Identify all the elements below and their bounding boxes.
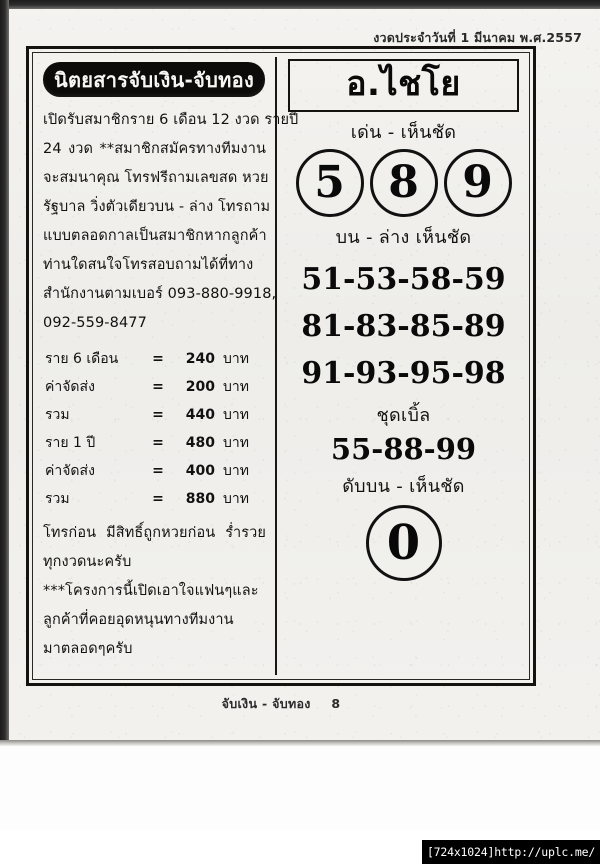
- price-unit: บาท: [223, 435, 249, 451]
- price-unit: บาท: [223, 491, 249, 507]
- price-unit: บาท: [223, 463, 249, 479]
- price-value: [175, 345, 259, 373]
- highlight-digit: 5: [296, 149, 364, 217]
- table-row: [45, 457, 259, 485]
- left-column: [33, 53, 299, 679]
- promo-line: รัฐบาล วิ่งตัวเดียวบน - ล่าง โทรถาม: [43, 199, 271, 215]
- price-unit: บาท: [223, 379, 249, 395]
- highlight-caption: เด่น - เห็นชัด: [350, 122, 457, 143]
- price-value: [175, 373, 259, 401]
- price-label: ค่าจัดส่ง: [45, 379, 95, 395]
- double-set-numbers: 55-88-99: [330, 432, 477, 466]
- magazine-title-banner: นิตยสารจับเงิน-จับทอง: [43, 62, 265, 97]
- number-row: 81-83-85-89: [301, 309, 506, 344]
- closing-line: ทุกงวดนะครับ: [43, 554, 132, 570]
- guru-name-box: [288, 59, 519, 112]
- table-row: [45, 485, 259, 513]
- promo-text-block: [43, 106, 299, 338]
- subscription-price-table: [45, 345, 259, 513]
- price-label: ค่าจัดส่ง: [45, 463, 95, 479]
- price-amount: 200: [185, 379, 215, 395]
- closing-line: ลูกค้าที่คอยอุดหนุนทางทีมงาน: [43, 612, 234, 628]
- promo-line-phone-1: สำนักงานตามเบอร์ 093-880-9918,: [43, 286, 277, 302]
- promo-line: เปิดรับสมาชิกราย 6 เดือน 12 งวด รายปี: [43, 112, 299, 128]
- price-unit: บาท: [223, 351, 249, 367]
- scan-edge-left: [0, 0, 9, 745]
- price-unit: บาท: [223, 407, 249, 423]
- right-column: [277, 53, 529, 679]
- promo-line-phone-2: 092-559-8477: [43, 315, 147, 331]
- advert-frame: [26, 46, 536, 686]
- promo-line: จะสมนาคุณ โทรฟรีถามเลขสด หวย: [43, 170, 269, 186]
- promo-line: แบบตลอดกาลเป็นสมาชิกหากลูกค้า: [43, 228, 267, 244]
- price-amount: 440: [185, 407, 215, 423]
- table-row: [45, 373, 259, 401]
- watermark-url: http://uplc.me/: [494, 845, 596, 859]
- price-amount: 240: [185, 351, 215, 367]
- price-amount: 880: [185, 491, 215, 507]
- kill-digit-caption: ดับบน - เห็นชัด: [342, 476, 465, 497]
- table-row: [45, 429, 259, 457]
- price-equals: =: [152, 407, 164, 423]
- closing-text-block: [43, 519, 266, 664]
- kill-digit: 0: [366, 505, 442, 581]
- price-equals: =: [152, 435, 164, 451]
- watermark-dimensions: [724x1024]: [426, 845, 495, 859]
- footer-publication: จับเงิน - จับทอง: [221, 696, 311, 711]
- number-row: 51-53-58-59: [301, 262, 506, 297]
- price-equals: =: [152, 463, 164, 479]
- table-row: [45, 401, 259, 429]
- price-amount: 400: [185, 463, 215, 479]
- price-label: รวม: [45, 407, 70, 423]
- price-value: [175, 429, 259, 457]
- footer-page-number: 8: [331, 696, 341, 711]
- price-value: [175, 457, 259, 485]
- guru-name: อ.ไชโย: [346, 64, 461, 104]
- price-label: ราย 1 ปี: [45, 435, 96, 451]
- scan-blank-area: [0, 746, 600, 830]
- double-set-caption: ชุดเบิ้ล: [376, 405, 431, 426]
- scan-edge-top: [0, 0, 600, 9]
- highlight-digit: 9: [444, 149, 512, 217]
- price-label: ราย 6 เดือน: [45, 351, 119, 367]
- image-host-watermark: [422, 840, 600, 864]
- price-equals: =: [152, 351, 164, 367]
- promo-line: 24 งวด **สมาชิกสมัครทางทีมงาน: [43, 141, 266, 157]
- price-value: [175, 485, 259, 513]
- advert-frame-inner: [32, 52, 530, 680]
- highlight-digit: 8: [370, 149, 438, 217]
- top-bottom-caption: บน - ล่าง เห็นชัด: [335, 227, 472, 248]
- page-footer: [26, 694, 536, 714]
- price-label: รวม: [45, 491, 70, 507]
- closing-line: ***โครงการนี้เปิดเอาใจแฟนๆและ: [43, 583, 259, 599]
- promo-line: ท่านใดสนใจโทรสอบถามได้ที่ทาง: [43, 257, 254, 273]
- price-amount: 480: [185, 435, 215, 451]
- closing-line: โทรก่อน มีสิทธิ์ถูกหวยก่อน ร่ำรวย: [43, 525, 266, 541]
- price-equals: =: [152, 491, 164, 507]
- issue-date-line: งวดประจำวันที่ 1 มีนาคม พ.ศ.2557: [373, 30, 582, 45]
- price-value: [175, 401, 259, 429]
- number-row: 91-93-95-98: [301, 356, 506, 391]
- table-row: [45, 345, 259, 373]
- closing-line: มาตลอดๆครับ: [43, 641, 133, 657]
- highlight-digits-group: [284, 149, 523, 217]
- price-equals: =: [152, 379, 164, 395]
